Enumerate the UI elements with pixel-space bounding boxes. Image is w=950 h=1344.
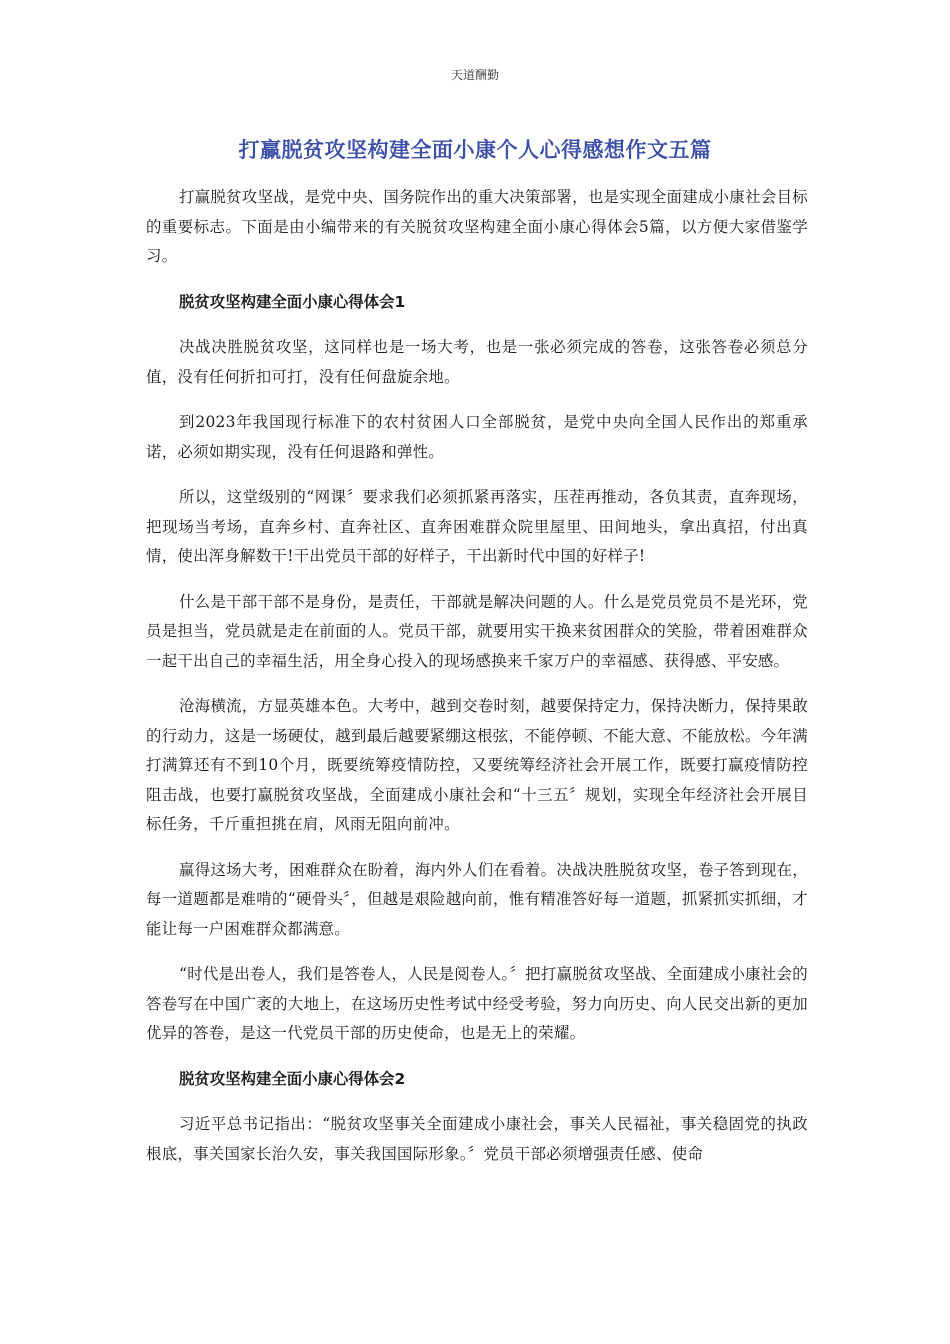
- paragraph: 到2023年我国现行标准下的农村贫困人口全部脱贫，是党中央向全国人民作出的郑重承诺，必须如期实现，没有任何退路和弹性。: [146, 413, 808, 461]
- header-mark: 天道酬勤: [450, 68, 499, 82]
- paragraph: “时代是出卷人，我们是答卷人，人民是阅卷人。〞把打赢脱贫攻坚战、全面建成小康社会的答卷写在中国广袤的大地上，在这场历史性考试中经受考验，努力向历史、向人民交出新的更加优异的答卷，是这一代党员干部的历史使命，也是无上的荣耀。: [146, 965, 808, 1042]
- section-heading: 脱贫攻坚构建全面小康心得体会2: [179, 1069, 406, 1088]
- paragraph: 沧海横流，方显英雄本色。大考中，越到交卷时刻，越要保持定力，保持决断力，保持果敢的行动力，这是一场硬仗，越到最后越要紧绷这根弦，不能停顿、不能大意、不能放松。今年满打满算还有不到10个月，既要统筹疫情防控，又要统筹经济社会开展工作，既要打赢疫情防控阻击战，也要打赢脱贫攻坚战，全面建成小康社会和“十三五〞规划，实现全年经济社会开展目标任务，千斤重担挑在肩，风雨无阻向前冲。: [146, 697, 808, 833]
- section-heading: 脱贫攻坚构建全面小康心得体会1: [179, 292, 406, 311]
- paragraph: 什么是干部干部不是身份，是责任，干部就是解决问题的人。什么是党员党员不是光环，党员是担当，党员就是走在前面的人。党员干部，就要用实干换来贫困群众的笑脸，带着困难群众一起干出自己的幸福生活，用全身心投入的现场感换来千家万户的幸福感、获得感、平安感。: [146, 592, 808, 670]
- paragraph: 所以，这堂级别的“网课〞要求我们必须抓紧再落实，压茬再推动，各负其责，直奔现场，把现场当考场，直奔乡村、直奔社区、直奔困难群众院里屋里、田间地头，拿出真招，付出真情，使出浑身解数干!干出党员干部的好样子，干出新时代中国的好样子!: [146, 488, 808, 565]
- paragraph: 决战决胜脱贫攻坚，这同样也是一场大考，也是一张必须完成的答卷，这张答卷必须总分值，没有任何折扣可打，没有任何盘旋余地。: [146, 338, 808, 386]
- page-title: 打赢脱贫攻坚构建全面小康个人心得感想作文五篇: [238, 138, 712, 162]
- paragraph: 赢得这场大考，困难群众在盼着，海内外人们在看着。决战决胜脱贫攻坚，卷子答到现在，每一道题都是难啃的“硬骨头〞，但越是艰险越向前，惟有精准答好每一道题，抓紧抓实抓细，才能让每一户困难群众都满意。: [146, 860, 808, 938]
- paragraph: 打赢脱贫攻坚战，是党中央、国务院作出的重大决策部署，也是实现全面建成小康社会目标的重要标志。下面是由小编带来的有关脱贫攻坚构建全面小康心得体会5篇，以方便大家借鉴学习。: [146, 188, 808, 265]
- paragraph: 习近平总书记指出：“脱贫攻坚事关全面建成小康社会，事关人民福祉，事关稳固党的执政根底，事关国家长治久安，事关我国国际形象。〞党员干部必须增强责任感、使命: [146, 1115, 808, 1163]
- document-body: [146, 183, 808, 1185]
